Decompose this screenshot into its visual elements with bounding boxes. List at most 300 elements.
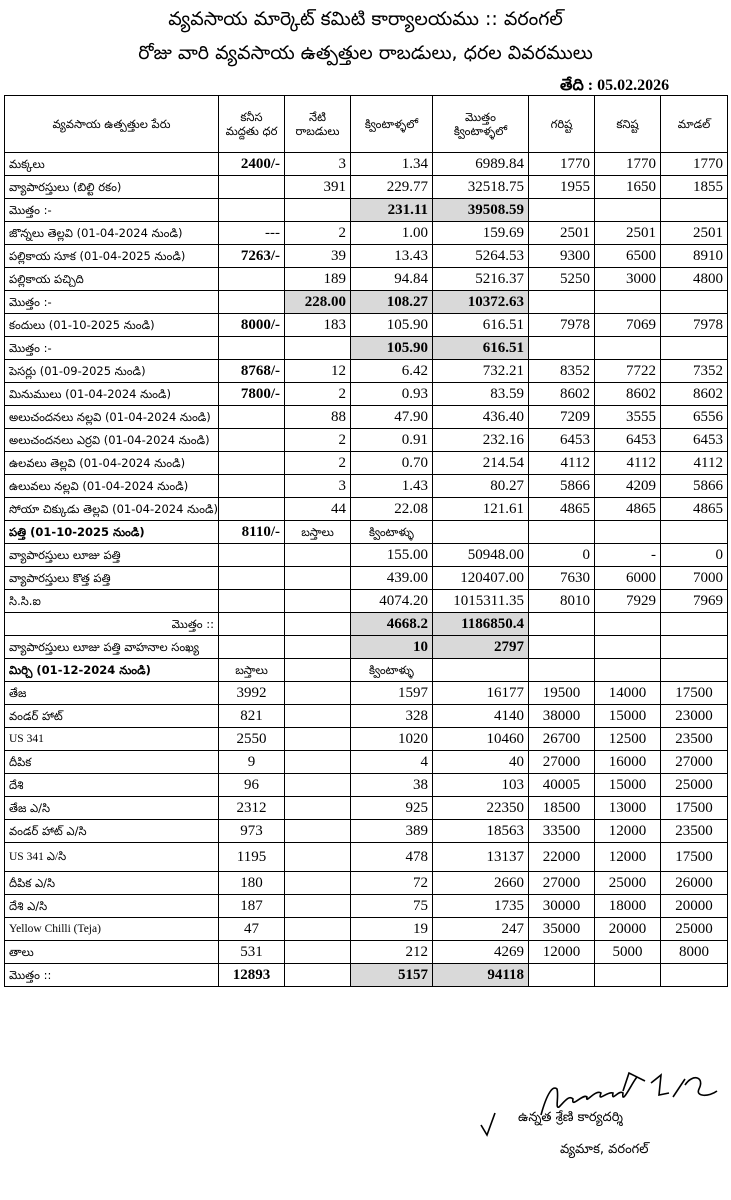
cell-commodity: US 341 ఎ/సి bbox=[5, 843, 219, 872]
cell-quintals: 229.77 bbox=[351, 176, 433, 199]
cell-commodity: తాలు bbox=[5, 941, 219, 964]
table-row bbox=[5, 872, 728, 895]
cell-arrivals bbox=[285, 199, 351, 222]
table-row bbox=[5, 521, 728, 544]
cell-commodity: దేశి bbox=[5, 774, 219, 797]
cell-msp: 7800/- bbox=[219, 383, 285, 406]
cell-min: 15000 bbox=[595, 705, 661, 728]
cell-quintals: 155.00 bbox=[351, 544, 433, 567]
cell-max: 8602 bbox=[529, 383, 595, 406]
cell-commodity: దీపిక bbox=[5, 751, 219, 774]
cell-max: 12000 bbox=[529, 941, 595, 964]
cell-msp: బస్తాలు bbox=[219, 659, 285, 682]
table-row bbox=[5, 751, 728, 774]
col-header-min: కనిష్ట bbox=[595, 96, 661, 153]
cell-min: 3555 bbox=[595, 406, 661, 429]
cell-quintals: 389 bbox=[351, 820, 433, 843]
cell-total-quintals: 22350 bbox=[433, 797, 529, 820]
cell-min: 7069 bbox=[595, 314, 661, 337]
cell-quintals: 94.84 bbox=[351, 268, 433, 291]
cell-max: 0 bbox=[529, 544, 595, 567]
cell-modal bbox=[661, 521, 728, 544]
table-row bbox=[5, 705, 728, 728]
cell-total-quintals: 1015311.35 bbox=[433, 590, 529, 613]
cell-msp: 8768/- bbox=[219, 360, 285, 383]
cell-commodity: వ్యాపారస్తులు కొత్త పత్తి bbox=[5, 567, 219, 590]
table-row bbox=[5, 964, 728, 987]
report-date: తేది : 05.02.2026 bbox=[560, 77, 670, 94]
cell-quintals: 4668.2 bbox=[351, 613, 433, 636]
cell-commodity: మినుములు (01-04-2024 నుండి) bbox=[5, 383, 219, 406]
cell-min: 13000 bbox=[595, 797, 661, 820]
cell-commodity: మొత్తం :- bbox=[5, 199, 219, 222]
cell-arrivals bbox=[285, 941, 351, 964]
table-row bbox=[5, 498, 728, 521]
cell-min: 4865 bbox=[595, 498, 661, 521]
cell-modal bbox=[661, 613, 728, 636]
cell-modal bbox=[661, 199, 728, 222]
table-row bbox=[5, 291, 728, 314]
cell-msp: 821 bbox=[219, 705, 285, 728]
table-row bbox=[5, 682, 728, 705]
cell-modal: 4112 bbox=[661, 452, 728, 475]
cell-modal bbox=[661, 337, 728, 360]
col-header-max: గరిష్ట bbox=[529, 96, 595, 153]
cell-total-quintals: 103 bbox=[433, 774, 529, 797]
cell-arrivals bbox=[285, 705, 351, 728]
cell-max: 8010 bbox=[529, 590, 595, 613]
cell-arrivals: 12 bbox=[285, 360, 351, 383]
cell-quintals: 47.90 bbox=[351, 406, 433, 429]
cell-modal: 2501 bbox=[661, 222, 728, 245]
cell-max: 2501 bbox=[529, 222, 595, 245]
table-row bbox=[5, 475, 728, 498]
cell-msp: 973 bbox=[219, 820, 285, 843]
cell-max: 7209 bbox=[529, 406, 595, 429]
cell-commodity: ఉలవలు తెల్లవి (01-04-2024 నుండి) bbox=[5, 452, 219, 475]
cell-arrivals: 391 bbox=[285, 176, 351, 199]
cell-modal: 1770 bbox=[661, 153, 728, 176]
cell-min: 4112 bbox=[595, 452, 661, 475]
cell-total-quintals: 10460 bbox=[433, 728, 529, 751]
cell-quintals: 478 bbox=[351, 843, 433, 872]
cell-min: 6000 bbox=[595, 567, 661, 590]
cell-total-quintals: 5216.37 bbox=[433, 268, 529, 291]
cell-commodity: పల్లికాయ సూక (01-04-2025 నుండి) bbox=[5, 245, 219, 268]
cell-quintals: 1.00 bbox=[351, 222, 433, 245]
cell-quintals: 1597 bbox=[351, 682, 433, 705]
cell-quintals: 13.43 bbox=[351, 245, 433, 268]
cell-arrivals bbox=[285, 590, 351, 613]
table-row bbox=[5, 337, 728, 360]
cell-total-quintals: 4269 bbox=[433, 941, 529, 964]
cell-quintals: 38 bbox=[351, 774, 433, 797]
table-row bbox=[5, 843, 728, 872]
cell-arrivals bbox=[285, 682, 351, 705]
cell-total-quintals: 50948.00 bbox=[433, 544, 529, 567]
cell-total-quintals: 6989.84 bbox=[433, 153, 529, 176]
cell-total-quintals: 32518.75 bbox=[433, 176, 529, 199]
cell-modal: 25000 bbox=[661, 918, 728, 941]
cell-modal: 5866 bbox=[661, 475, 728, 498]
page-subtitle: రోజు వారి వ్యవసాయ ఉత్పత్తుల రాబడులు, ధరల వివరములు bbox=[138, 42, 593, 64]
cell-arrivals: 3 bbox=[285, 475, 351, 498]
cell-quintals: 1.34 bbox=[351, 153, 433, 176]
table-row bbox=[5, 153, 728, 176]
cell-commodity: దీపిక ఎ/సి bbox=[5, 872, 219, 895]
cell-min bbox=[595, 964, 661, 987]
page-title: వ్యవసాయ మార్కెట్ కమిటి కార్యాలయము :: వరంగల్ bbox=[168, 8, 563, 30]
cell-total-quintals: 80.27 bbox=[433, 475, 529, 498]
cell-min: 12500 bbox=[595, 728, 661, 751]
cell-modal: 26000 bbox=[661, 872, 728, 895]
cell-msp bbox=[219, 544, 285, 567]
cell-msp bbox=[219, 636, 285, 659]
cell-arrivals: 2 bbox=[285, 222, 351, 245]
cell-modal: 8602 bbox=[661, 383, 728, 406]
table-row bbox=[5, 918, 728, 941]
cell-min bbox=[595, 199, 661, 222]
cell-msp: 1195 bbox=[219, 843, 285, 872]
cell-min: 2501 bbox=[595, 222, 661, 245]
col-header-total-quintals: మొత్తం క్వింటాళ్ళలో bbox=[433, 96, 529, 153]
cell-commodity: US 341 bbox=[5, 728, 219, 751]
cell-arrivals bbox=[285, 797, 351, 820]
cell-min: 25000 bbox=[595, 872, 661, 895]
cell-commodity: మొత్తం :: bbox=[5, 613, 219, 636]
cell-msp: 9 bbox=[219, 751, 285, 774]
cell-max: 27000 bbox=[529, 872, 595, 895]
cell-commodity: అలుచందనలు నల్లవి (01-04-2024 నుండి) bbox=[5, 406, 219, 429]
cell-msp: 187 bbox=[219, 895, 285, 918]
cell-commodity: వండర్ హాట్ ఎ/సి bbox=[5, 820, 219, 843]
cell-arrivals: బస్తాలు bbox=[285, 521, 351, 544]
cell-commodity: వ్యాపారస్తులు లూజు పత్తి bbox=[5, 544, 219, 567]
table-row bbox=[5, 176, 728, 199]
cell-commodity: మొత్తం :- bbox=[5, 337, 219, 360]
cell-modal: 25000 bbox=[661, 774, 728, 797]
cell-commodity: మక్కలు bbox=[5, 153, 219, 176]
cell-arrivals bbox=[285, 964, 351, 987]
cell-total-quintals: 732.21 bbox=[433, 360, 529, 383]
cell-msp: 47 bbox=[219, 918, 285, 941]
cell-total-quintals: 83.59 bbox=[433, 383, 529, 406]
cell-arrivals: 2 bbox=[285, 452, 351, 475]
table-row bbox=[5, 659, 728, 682]
table-row bbox=[5, 820, 728, 843]
cell-quintals: 439.00 bbox=[351, 567, 433, 590]
cell-commodity: జొన్నలు తెల్లవి (01-04-2024 నుండి) bbox=[5, 222, 219, 245]
cell-total-quintals: 2660 bbox=[433, 872, 529, 895]
cell-min bbox=[595, 613, 661, 636]
cell-min: 18000 bbox=[595, 895, 661, 918]
cell-arrivals: 44 bbox=[285, 498, 351, 521]
cell-min: 7929 bbox=[595, 590, 661, 613]
col-header-modal: మాడల్ bbox=[661, 96, 728, 153]
cell-max: 1770 bbox=[529, 153, 595, 176]
cell-min: 6453 bbox=[595, 429, 661, 452]
cell-quintals: 72 bbox=[351, 872, 433, 895]
cell-modal: 23500 bbox=[661, 820, 728, 843]
cell-commodity: పెసర్లు (01-09-2025 నుండి) bbox=[5, 360, 219, 383]
cell-max: 8352 bbox=[529, 360, 595, 383]
cell-total-quintals: 436.40 bbox=[433, 406, 529, 429]
table-row bbox=[5, 360, 728, 383]
cell-modal: 23000 bbox=[661, 705, 728, 728]
cell-quintals: 4 bbox=[351, 751, 433, 774]
cell-msp: 2400/- bbox=[219, 153, 285, 176]
cell-min bbox=[595, 636, 661, 659]
signatory-title: ఉన్నత శ్రేణి కార్యదర్శి bbox=[518, 1110, 623, 1125]
cell-msp bbox=[219, 567, 285, 590]
cell-modal: 17500 bbox=[661, 843, 728, 872]
cell-total-quintals: 232.16 bbox=[433, 429, 529, 452]
cell-max: 27000 bbox=[529, 751, 595, 774]
cell-modal: 23500 bbox=[661, 728, 728, 751]
cell-msp bbox=[219, 337, 285, 360]
cell-arrivals: 88 bbox=[285, 406, 351, 429]
cell-msp: 8000/- bbox=[219, 314, 285, 337]
cell-msp: 8110/- bbox=[219, 521, 285, 544]
table-row bbox=[5, 590, 728, 613]
table-row bbox=[5, 314, 728, 337]
cell-modal: 20000 bbox=[661, 895, 728, 918]
cell-total-quintals: 4140 bbox=[433, 705, 529, 728]
cell-max: 4865 bbox=[529, 498, 595, 521]
cell-min: 12000 bbox=[595, 820, 661, 843]
cell-msp: 3992 bbox=[219, 682, 285, 705]
cell-modal: 0 bbox=[661, 544, 728, 567]
cell-msp bbox=[219, 498, 285, 521]
cell-arrivals bbox=[285, 820, 351, 843]
cell-quintals: 10 bbox=[351, 636, 433, 659]
cell-modal: 8910 bbox=[661, 245, 728, 268]
cell-arrivals bbox=[285, 751, 351, 774]
cell-total-quintals: 121.61 bbox=[433, 498, 529, 521]
cell-msp: 2550 bbox=[219, 728, 285, 751]
cell-quintals: 22.08 bbox=[351, 498, 433, 521]
cell-quintals: క్వింటాళ్ళు bbox=[351, 521, 433, 544]
cell-quintals: 105.90 bbox=[351, 314, 433, 337]
table-row bbox=[5, 406, 728, 429]
cell-arrivals bbox=[285, 728, 351, 751]
cell-quintals: 75 bbox=[351, 895, 433, 918]
cell-max: 7978 bbox=[529, 314, 595, 337]
cell-min: 7722 bbox=[595, 360, 661, 383]
cell-max bbox=[529, 337, 595, 360]
cell-max: 35000 bbox=[529, 918, 595, 941]
cell-max: 26700 bbox=[529, 728, 595, 751]
cell-arrivals bbox=[285, 567, 351, 590]
cell-min bbox=[595, 521, 661, 544]
cell-arrivals: 2 bbox=[285, 429, 351, 452]
col-header-msp: కనీస మద్దతు ధర bbox=[219, 96, 285, 153]
cell-msp: 7263/- bbox=[219, 245, 285, 268]
cell-modal: 6453 bbox=[661, 429, 728, 452]
col-header-quintals: క్వింటాళ్ళలో bbox=[351, 96, 433, 153]
cell-total-quintals: 2797 bbox=[433, 636, 529, 659]
cell-commodity: Yellow Chilli (Teja) bbox=[5, 918, 219, 941]
table-row bbox=[5, 613, 728, 636]
cell-min: - bbox=[595, 544, 661, 567]
cell-min: 1770 bbox=[595, 153, 661, 176]
cell-modal: 7352 bbox=[661, 360, 728, 383]
cell-arrivals: 3 bbox=[285, 153, 351, 176]
cell-min: 1650 bbox=[595, 176, 661, 199]
cell-quintals: 105.90 bbox=[351, 337, 433, 360]
cell-arrivals: 189 bbox=[285, 268, 351, 291]
cell-modal bbox=[661, 964, 728, 987]
cell-commodity: మిర్చి (01-12-2024 నుండి) bbox=[5, 659, 219, 682]
table-row bbox=[5, 429, 728, 452]
cell-min: 4209 bbox=[595, 475, 661, 498]
cell-total-quintals bbox=[433, 659, 529, 682]
cell-min bbox=[595, 291, 661, 314]
cell-modal bbox=[661, 636, 728, 659]
cell-msp bbox=[219, 406, 285, 429]
cell-arrivals bbox=[285, 544, 351, 567]
cell-min: 15000 bbox=[595, 774, 661, 797]
cell-total-quintals: 1735 bbox=[433, 895, 529, 918]
cell-modal: 4865 bbox=[661, 498, 728, 521]
cell-commodity: వ్యాపారస్తులు లూజు పత్తి వాహనాల సంఖ్య bbox=[5, 636, 219, 659]
cell-max bbox=[529, 521, 595, 544]
cell-quintals: 328 bbox=[351, 705, 433, 728]
cell-min: 20000 bbox=[595, 918, 661, 941]
cell-min: 3000 bbox=[595, 268, 661, 291]
cell-max: 9300 bbox=[529, 245, 595, 268]
cell-quintals: 5157 bbox=[351, 964, 433, 987]
cell-commodity: తేజ ఎ/సి bbox=[5, 797, 219, 820]
cell-arrivals bbox=[285, 774, 351, 797]
cell-total-quintals bbox=[433, 521, 529, 544]
signatory-office: వ్యమాక, వరంగల్ bbox=[560, 1142, 649, 1157]
cell-total-quintals: 214.54 bbox=[433, 452, 529, 475]
cell-quintals: 1.43 bbox=[351, 475, 433, 498]
table-row bbox=[5, 941, 728, 964]
cell-quintals: క్వింటాళ్ళు bbox=[351, 659, 433, 682]
cell-arrivals bbox=[285, 636, 351, 659]
cell-arrivals: 2 bbox=[285, 383, 351, 406]
cell-msp: 2312 bbox=[219, 797, 285, 820]
table-row bbox=[5, 268, 728, 291]
cell-max: 1955 bbox=[529, 176, 595, 199]
cell-max bbox=[529, 964, 595, 987]
cell-quintals: 1020 bbox=[351, 728, 433, 751]
cell-total-quintals: 16177 bbox=[433, 682, 529, 705]
cell-total-quintals: 40 bbox=[433, 751, 529, 774]
cell-msp bbox=[219, 590, 285, 613]
cell-max bbox=[529, 291, 595, 314]
cell-arrivals: 183 bbox=[285, 314, 351, 337]
cell-min: 12000 bbox=[595, 843, 661, 872]
cell-quintals: 4074.20 bbox=[351, 590, 433, 613]
cell-commodity: ఉలువలు నల్లవి (01-04-2024 నుండి) bbox=[5, 475, 219, 498]
cell-arrivals bbox=[285, 659, 351, 682]
cell-msp bbox=[219, 475, 285, 498]
cell-msp: 96 bbox=[219, 774, 285, 797]
cell-total-quintals: 18563 bbox=[433, 820, 529, 843]
table-row bbox=[5, 199, 728, 222]
col-header-commodity: వ్యవసాయ ఉత్పత్తుల పేరు bbox=[5, 96, 219, 153]
prices-table bbox=[4, 95, 728, 987]
cell-msp bbox=[219, 452, 285, 475]
cell-total-quintals: 1186850.4 bbox=[433, 613, 529, 636]
cell-max bbox=[529, 659, 595, 682]
table-row bbox=[5, 895, 728, 918]
cell-modal: 4800 bbox=[661, 268, 728, 291]
cell-arrivals bbox=[285, 337, 351, 360]
cell-msp: 531 bbox=[219, 941, 285, 964]
cell-modal: 8000 bbox=[661, 941, 728, 964]
cell-max: 7630 bbox=[529, 567, 595, 590]
table-row bbox=[5, 797, 728, 820]
cell-max bbox=[529, 199, 595, 222]
cell-modal: 7978 bbox=[661, 314, 728, 337]
table-row bbox=[5, 544, 728, 567]
cell-modal: 7969 bbox=[661, 590, 728, 613]
cell-min: 16000 bbox=[595, 751, 661, 774]
cell-quintals: 0.70 bbox=[351, 452, 433, 475]
cell-msp: 12893 bbox=[219, 964, 285, 987]
cell-max: 33500 bbox=[529, 820, 595, 843]
cell-quintals: 925 bbox=[351, 797, 433, 820]
cell-max: 38000 bbox=[529, 705, 595, 728]
cell-max: 30000 bbox=[529, 895, 595, 918]
cell-msp: --- bbox=[219, 222, 285, 245]
cell-total-quintals: 39508.59 bbox=[433, 199, 529, 222]
table-row bbox=[5, 728, 728, 751]
cell-max: 40005 bbox=[529, 774, 595, 797]
cell-arrivals: 228.00 bbox=[285, 291, 351, 314]
cell-arrivals bbox=[285, 895, 351, 918]
table-row bbox=[5, 245, 728, 268]
cell-modal: 7000 bbox=[661, 567, 728, 590]
cell-commodity: పల్లికాయ పచ్చిది bbox=[5, 268, 219, 291]
cell-min: 5000 bbox=[595, 941, 661, 964]
cell-commodity: కందులు (01-10-2025 నుండి) bbox=[5, 314, 219, 337]
cell-msp bbox=[219, 199, 285, 222]
cell-total-quintals: 5264.53 bbox=[433, 245, 529, 268]
cell-max: 4112 bbox=[529, 452, 595, 475]
cell-min: 14000 bbox=[595, 682, 661, 705]
cell-quintals: 6.42 bbox=[351, 360, 433, 383]
cell-quintals: 19 bbox=[351, 918, 433, 941]
table-row bbox=[5, 452, 728, 475]
cell-arrivals bbox=[285, 918, 351, 941]
table-row bbox=[5, 636, 728, 659]
cell-modal bbox=[661, 291, 728, 314]
cell-quintals: 108.27 bbox=[351, 291, 433, 314]
cell-total-quintals: 247 bbox=[433, 918, 529, 941]
cell-quintals: 0.91 bbox=[351, 429, 433, 452]
table-row bbox=[5, 383, 728, 406]
cell-total-quintals: 120407.00 bbox=[433, 567, 529, 590]
table-row bbox=[5, 567, 728, 590]
cell-commodity: అలుచందనలు ఎర్రవి (01-04-2024 నుండి) bbox=[5, 429, 219, 452]
cell-commodity: సోయా చిక్కుడు తెల్లవి (01-04-2024 నుండి) bbox=[5, 498, 219, 521]
cell-max: 18500 bbox=[529, 797, 595, 820]
cell-min: 6500 bbox=[595, 245, 661, 268]
cell-quintals: 231.11 bbox=[351, 199, 433, 222]
cell-total-quintals: 616.51 bbox=[433, 314, 529, 337]
table-header-row bbox=[5, 96, 728, 153]
cell-modal bbox=[661, 659, 728, 682]
cell-commodity: దేశి ఎ/సి bbox=[5, 895, 219, 918]
cell-commodity: మొత్తం :- bbox=[5, 291, 219, 314]
cell-msp bbox=[219, 291, 285, 314]
cell-max: 5866 bbox=[529, 475, 595, 498]
